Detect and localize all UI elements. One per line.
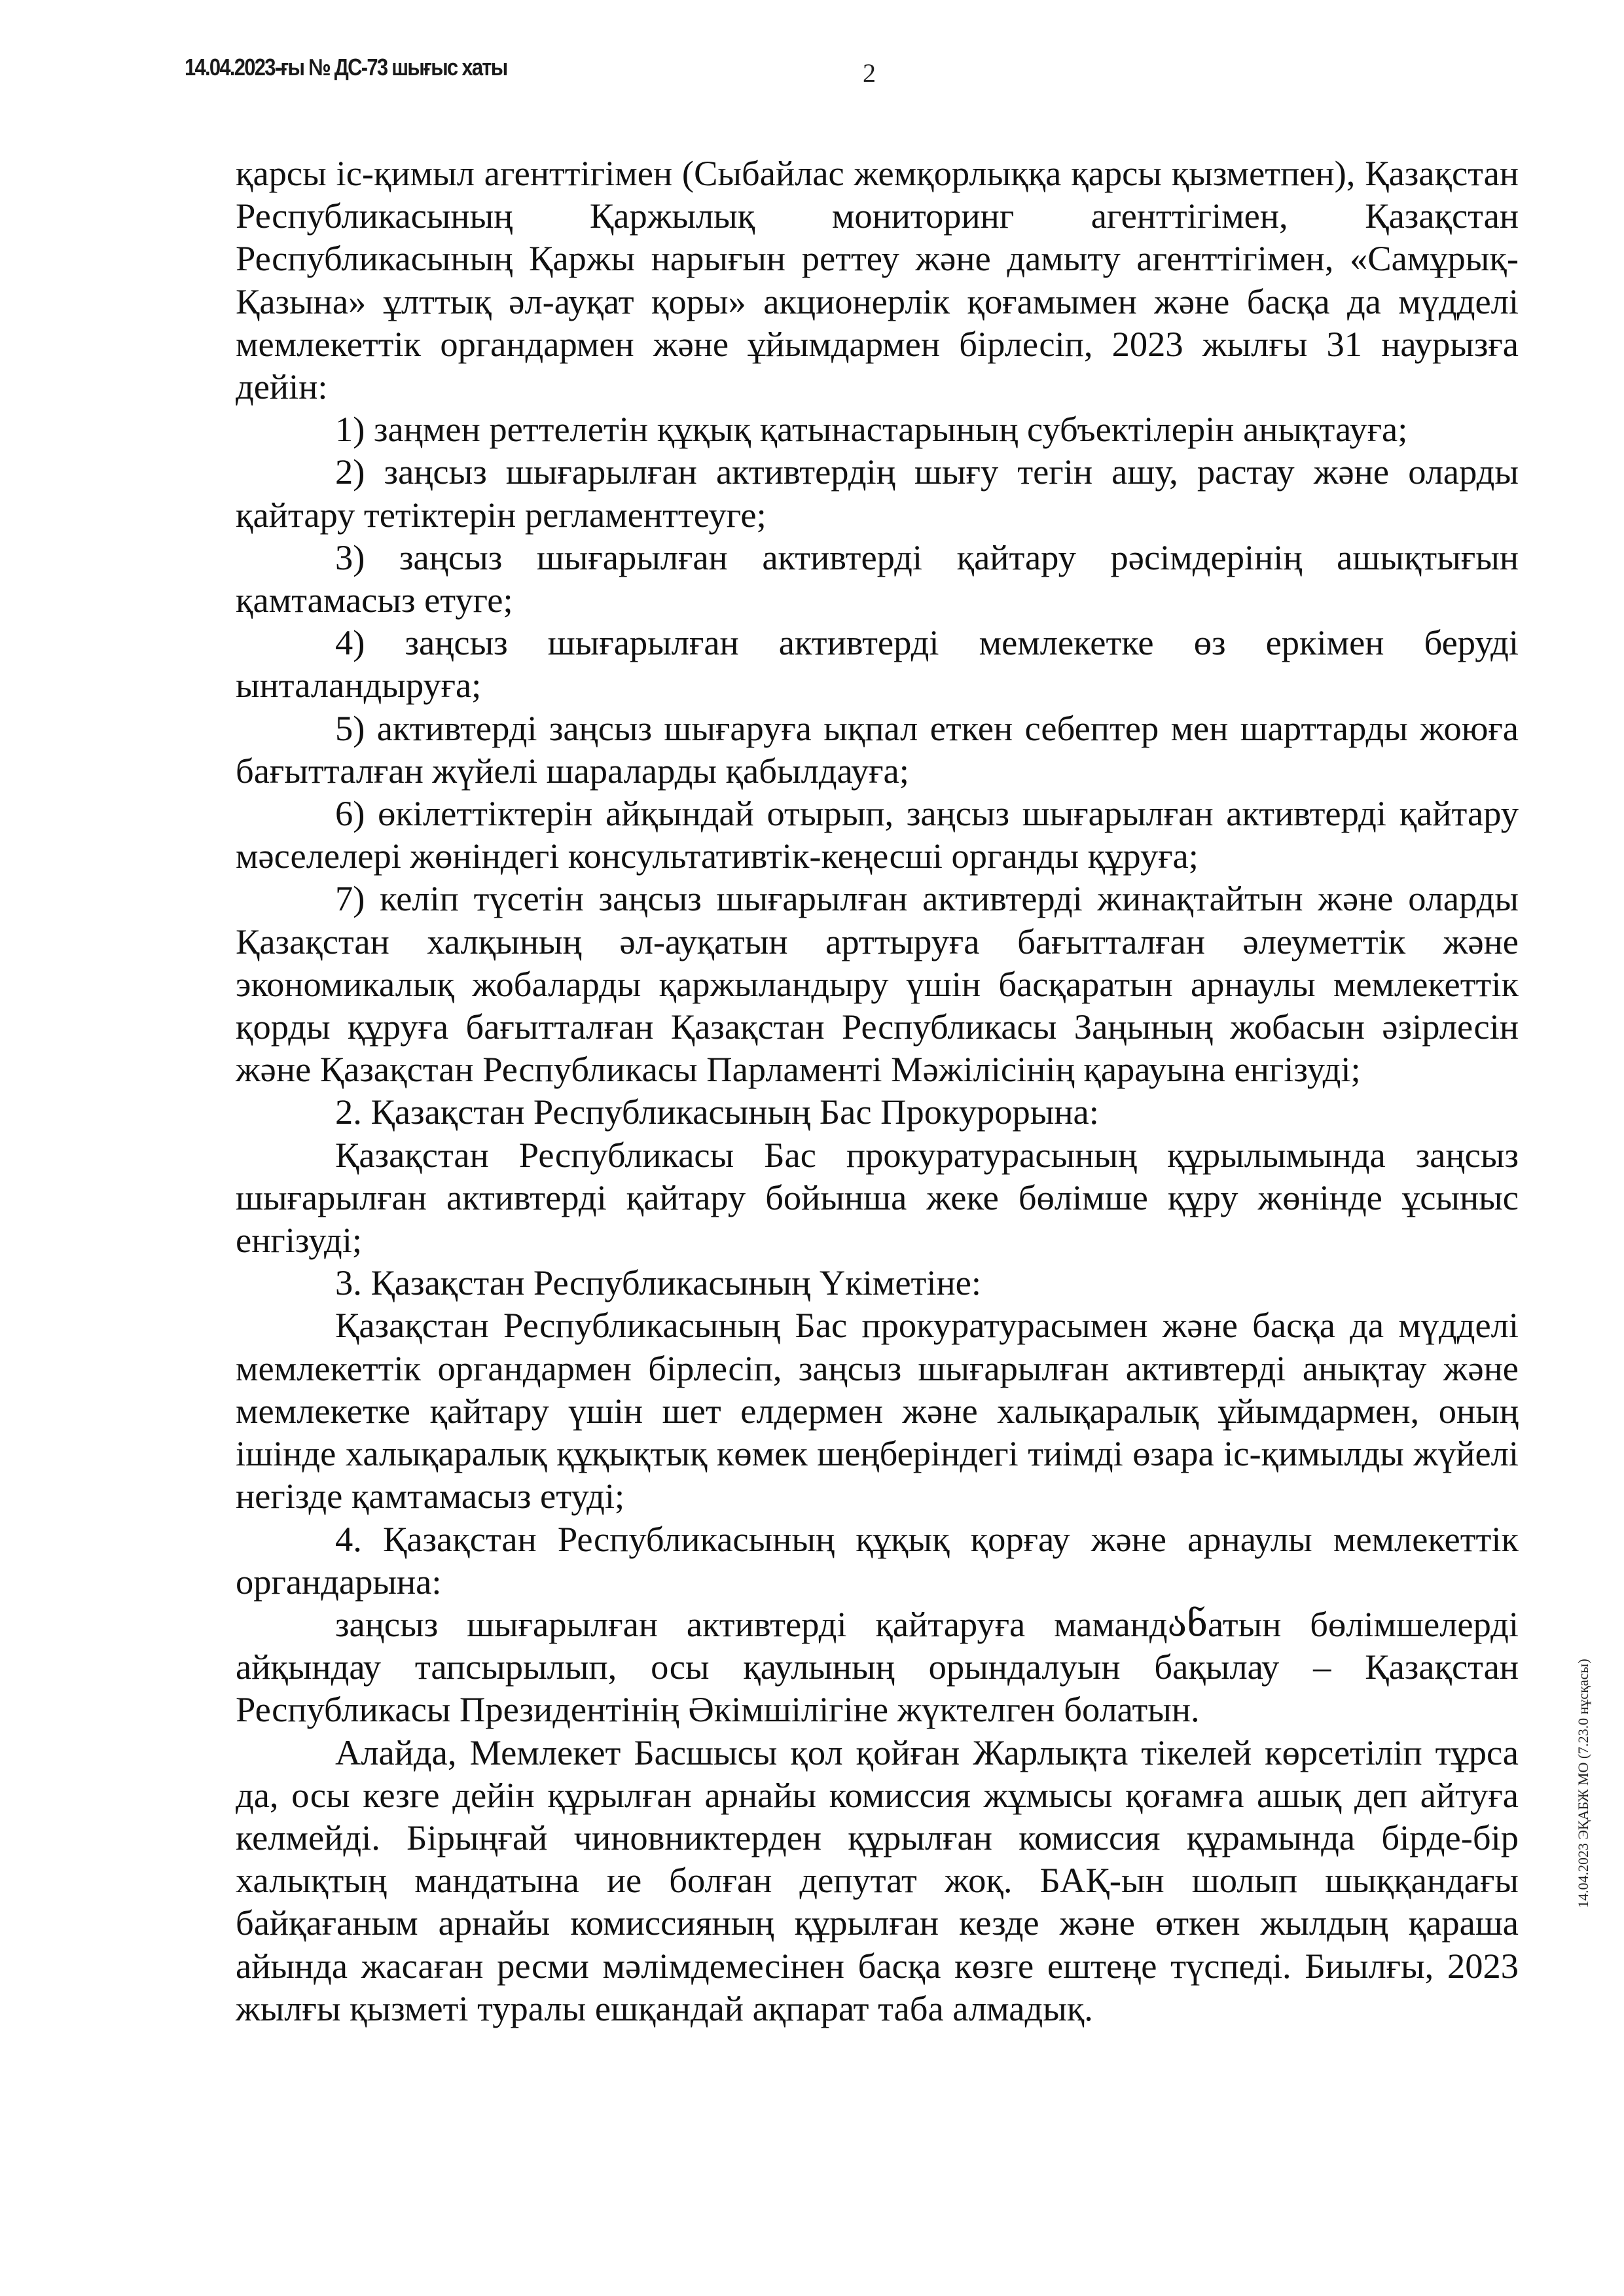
document-body [236, 152, 1519, 2030]
list-item-1: 1) заңмен реттелетін құқық қатынастарының субъектілерін анықтауға; [335, 409, 1408, 450]
paragraph-intro: қарсы іс-қимыл агенттігімен (Сыбайлас жемқорлыққа қарсы қызметпен), Қазақстан Республикасының Қаржылық мониторинг агенттігімен, Қазақстан Республикасының Қаржы нарығын реттеу және дамыту агенттігімен, «Самұрық-Қазына» ұлттық әл-ауқат қоры» акционерлік қоғамымен және басқа да мүдделі мемлекеттік органдармен және ұйымдармен бірлесіп, 2023 жылғы 31 наурызға дейін: [236, 153, 1519, 407]
list-item-2: 2) заңсыз шығарылған активтердің шығу тегін ашу, растау және оларды қайтару тетіктерін регламенттеуге; [236, 452, 1519, 535]
section-3-heading: 3. Қазақстан Республикасының Үкіметіне: [335, 1263, 981, 1303]
list-item-5: 5) активтерді заңсыз шығаруға ықпал еткен себептер мен шарттарды жоюға бағытталған жүйелі шараларды қабылдауға; [236, 708, 1519, 791]
section-2-text: Қазақстан Республикасы Бас прокуратурасының құрылымында заңсыз шығарылған активтерді қайтару бойынша жеке бөлімше құру жөнінде ұсыныс енгізуді; [236, 1134, 1519, 1261]
list-item-3: 3) заңсыз шығарылған активтерді қайтару рәсімдерінің ашықтығын қамтамасыз етуге; [236, 537, 1519, 620]
list-item-4: 4) заңсыз шығарылған активтерді мемлекетке өз еркімен беруді ынталандыруға; [236, 622, 1519, 706]
section-2-heading: 2. Қазақстан Республикасының Бас Прокурорына: [335, 1092, 1099, 1132]
closing-paragraph: Алайда, Мемлекет Басшысы қол қойған Жарлықта тікелей көрсетіліп тұрса да, осы кезге дейін құрылған арнайы комиссия жұмысы қоғамға ашық деп айтуға келмейді. Бірыңғай чиновниктерден құрылған комиссия құрамында бірде-бір халықтың мандатына ие болған депутат жоқ. БАҚ-ын шолып шыққандағы байқағаным арнайы комиссияның құрылған кезде және өткен жылдың қараша айында жасаған ресми мәлімдемесінен басқа көзге ештеңе түспеді. Биылғы, 2023 жылғы қызметі туралы ешқандай ақпарат таба алмадық. [236, 1732, 1519, 2028]
list-item-7: 7) келіп түсетін заңсыз шығарылған активтерді жинақтайтын және оларды Қазақстан халқының әл-ауқатын арттыруға бағытталған әлеуметтік және экономикалық жобаларды қаржыландыру үшін басқаратын арнаулы мемлекеттік қорды құруға бағытталған Қазақстан Республикасы Заңының жобасын әзірлесін және Қазақстан Республикасы Парламенті Мәжілісінің қарауына енгізуді; [236, 878, 1519, 1090]
side-registration-note: 14.04.2023 ЭҚАБЖ МО (7.23.0 нұсқасы) [1575, 1659, 1591, 1908]
page-number: 2 [863, 58, 876, 88]
outgoing-letter-reference: 14.04.2023-ғы № ДС-73 шығыс хаты [185, 54, 507, 81]
section-4-text: заңсыз шығарылған активтерді қайтаруға мамандანатын бөлімшелерді айқындау тапсырылып, осы қаулының орындалуын бақылау – Қазақстан Республикасы Президентінің Әкімшілігіне жүктелген болатын. [236, 1604, 1519, 1730]
section-3-text: Қазақстан Республикасының Бас прокуратурасымен және басқа да мүдделі мемлекеттік органдармен бірлесіп, заңсыз шығарылған активтерді анықтау және мемлекетке қайтару үшін шет елдермен және халықаралық ұйымдармен, оның ішінде халықаралық құқықтық көмек шеңберіндегі тиімді өзара іс-қимылды жүйелі негізде қамтамасыз етуді; [236, 1305, 1519, 1516]
section-4-heading: 4. Қазақстан Республикасының құқық қорғау және арнаулы мемлекеттік органдарына: [236, 1518, 1519, 1602]
list-item-6: 6) өкілеттіктерін айқындай отырып, заңсыз шығарылған активтерді қайтару мәселелері жөніндегі консультативтік-кеңесші органды құруға; [236, 793, 1519, 876]
